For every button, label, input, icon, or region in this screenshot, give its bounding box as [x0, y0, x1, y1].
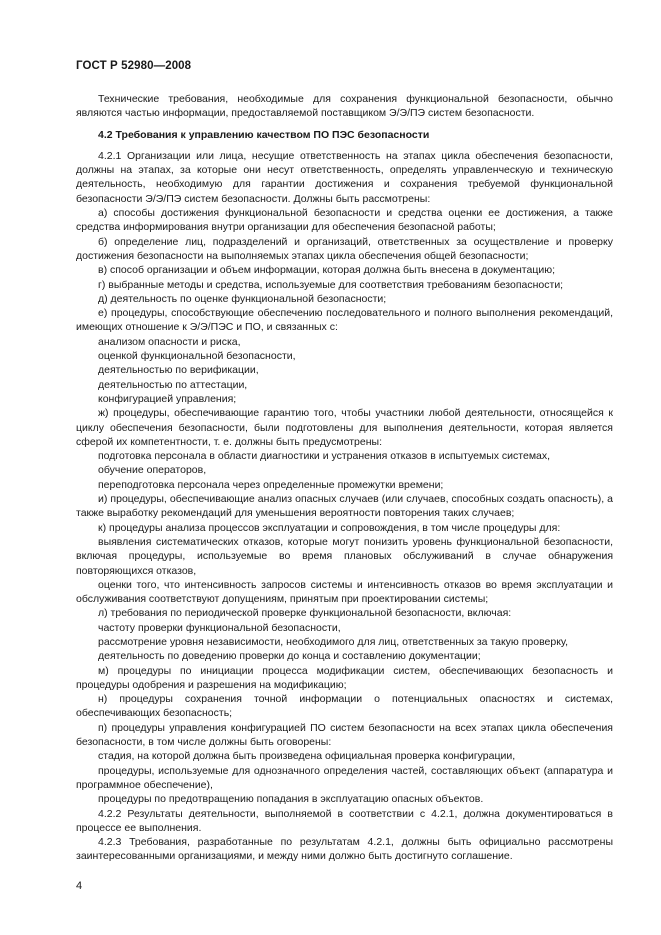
intro-paragraph: Технические требования, необходимые для сохранения функциональной безопасности, обычно являются частью информации, предоставляемой поставщиком Э/Э/ПЭ систем безопасности.	[76, 93, 613, 120]
list-item-zh: ж) процедуры, обеспечивающие гарантию того, чтобы участники любой деятельности, относящейся к циклу обеспечения безопасности, были подготовлены для выполнения деятельности, которая является сферой их компетентности, т. е. должны быть предусмотрены:	[76, 407, 613, 448]
sub-item: переподготовка персонала через определенные промежутки времени;	[98, 478, 444, 491]
sub-item: частоту проверки функциональной безопасности,	[98, 621, 341, 634]
sub-item: оценки того, что интенсивность запросов системы и интенсивность отказов во время эксплуатации и обслуживания соответствуют допущениям, принятым при проектировании системы;	[76, 578, 613, 606]
sub-item: стадия, на которой должна быть произведена официальная проверка конфигурации,	[98, 750, 516, 763]
list-item-n: н) процедуры сохранения точной информации о потенциальных опасностях и системах, обеспечивающих безопасность;	[76, 693, 613, 720]
page-number: 4	[76, 880, 83, 892]
sub-item: оценкой функциональной безопасности,	[98, 350, 296, 363]
sub-item: деятельностью по аттестации,	[98, 378, 248, 391]
sub-item: анализом опасности и риска,	[98, 335, 241, 348]
sub-item: подготовка персонала в области диагностики и устранения отказов в испытуемых системах,	[98, 450, 551, 463]
list-item-d: д) деятельность по оценке функциональной безопасности;	[98, 292, 387, 305]
list-item-p: п) процедуры управления конфигурацией ПО систем безопасности на всех этапах цикла обеспечения безопасности, в том числе должны быть оговорены:	[76, 721, 613, 749]
sub-item: конфигурацией управления;	[98, 392, 237, 405]
sub-item: деятельностью по верификации,	[98, 364, 259, 377]
sub-item: процедуры, используемые для однозначного определения частей, составляющих объект (аппаратура и программное обеспечение),	[76, 764, 613, 791]
list-item-g: г) выбранные методы и средства, используемые для соответствия требованиям безопасности;	[98, 278, 564, 291]
list-item-i: и) процедуры, обеспечивающие анализ опасных случаев (или случаев, способных создать опасность), а также выработку рекомендаций для уменьшения вероятности повторения таких случаев;	[76, 493, 613, 520]
sub-item: деятельность по доведению проверки до конца и составлению документации;	[98, 650, 481, 663]
sub-item: рассмотрение уровня независимости, необходимого для лиц, ответственных за такую проверку,	[98, 635, 569, 648]
sub-item: выявления систематических отказов, которые могут понизить уровень функциональной безопасности, включая процедуры, используемые во время плановых обслуживаний в случае обнаружения повторяющихся отказов,	[76, 535, 613, 577]
document-header: ГОСТ Р 52980—2008	[76, 60, 192, 72]
sub-item: обучение операторов,	[98, 464, 207, 477]
section-heading: 4.2 Требования к управлению качеством ПО ПЭС безопасности	[98, 128, 430, 141]
paragraph-4-2-1: 4.2.1 Организации или лица, несущие ответственность на этапах цикла обеспечения безопасности, должны на этапах, за которые они несут ответственность, определять управленческую и техническую деятельность, необходимую для гарантии достижения и сохранения требуемой функциональной безопасности Э/Э/ПЭ систем безопасности. Должны быть рассмотрены:	[76, 149, 613, 205]
paragraph-4-2-3: 4.2.3 Требования, разработанные по результатам 4.2.1, должны быть официально рассмотрены заинтересованными организациями, и между ними должно быть достигнуто соглашение.	[76, 836, 613, 863]
list-item-a: а) способы достижения функциональной безопасности и средства оценки ее достижения, а также средства информирования внутри организации для обеспечения безопасной работы;	[76, 207, 613, 234]
sub-item: процедуры по предотвращению попадания в эксплуатацию опасных объектов.	[98, 793, 484, 806]
list-item-m: м) процедуры по инициации процесса модификации систем, обеспечивающих безопасность и процедуры одобрения и разрешения на модификацию;	[76, 664, 613, 691]
list-item-l: л) требования по периодической проверке функциональной безопасности, включая:	[98, 607, 512, 620]
list-item-k: к) процедуры анализа процессов эксплуатации и сопровождения, в том числе процедуры для:	[98, 521, 561, 534]
paragraph-4-2-2: 4.2.2 Результаты деятельности, выполняемой в соответствии с 4.2.1, должна документироваться в процессе ее выполнения.	[76, 807, 613, 834]
list-item-b: б) определение лиц, подразделений и организаций, ответственных за осуществление и проверку достижения безопасности на выполняемых этапах цикла обеспечения общей безопасности;	[76, 235, 613, 262]
document-body	[76, 92, 613, 864]
list-item-e: е) процедуры, способствующие обеспечению последовательного и полного выполнения рекомендаций, имеющих отношение к Э/Э/ПЭС и ПО, и связанных с:	[76, 307, 613, 334]
list-item-v: в) способ организации и объем информации, которая должна быть внесена в документацию;	[98, 264, 556, 277]
